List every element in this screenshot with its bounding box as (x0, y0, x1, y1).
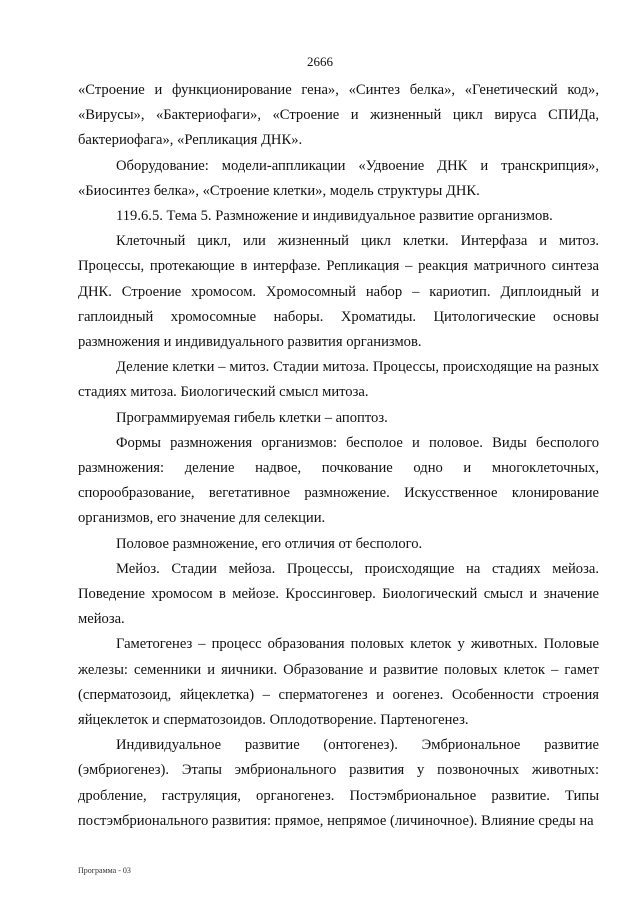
paragraph: Гаметогенез – процесс образования половых клеток у животных. Половые железы: семенники и яичники. Образование и развитие половых клеток – гамет (сперматозоид, яйцеклетка) – сперматогенез и оогенез. Особенности строения яйцеклеток и сперматозоидов. Оплодотворение. Партеногенез. (78, 636, 599, 729)
paragraph: Половое размножение, его отличия от бесполого. (116, 535, 423, 552)
page-number: 2666 (307, 54, 333, 69)
footer-program-label: Программа - 03 (78, 866, 131, 875)
paragraph: Индивидуальное развитие (онтогенез). Эмбриональное развитие (эмбриогенез). Этапы эмбрионального развития у позвоночных животных: дробление, гаструляция, органогенез. Постэмбриональное развитие. Типы постэмбрионального развития: прямое, непрямое (личиночное). Влияние среды на (78, 737, 599, 829)
paragraph: «Строение и функционирование гена», «Синтез белка», «Генетический код», «Вирусы», «Бактериофаги», «Строение и жизненный цикл вируса СПИДа, бактериофага», «Репликация ДНК». (78, 82, 599, 149)
paragraph: Клеточный цикл, или жизненный цикл клетки. Интерфаза и митоз. Процессы, протекающие в интерфазе. Репликация – реакция матричного синтеза ДНК. Строение хромосом. Хромосомный набор – кариотип. Диплоидный и гаплоидный хромосомные наборы. Хроматиды. Цитологические основы размножения и индивидуального развития организмов. (78, 233, 599, 351)
paragraph: Мейоз. Стадии мейоза. Процессы, происходящие на стадиях мейоза. Поведение хромосом в мейозе. Кроссинговер. Биологический смысл и значение мейоза. (78, 560, 599, 628)
paragraph: Деление клетки – митоз. Стадии митоза. Процессы, происходящие на разных стадиях митоза. Биологический смысл митоза. (78, 359, 599, 401)
paragraph: 119.6.5. Тема 5. Размножение и индивидуальное развитие организмов. (116, 208, 553, 225)
paragraph: Оборудование: модели-аппликации «Удвоение ДНК и транскрипция», «Биосинтез белка», «Строение клетки», модель структуры ДНК. (78, 157, 599, 199)
paragraph: Программируемая гибель клетки – апоптоз. (116, 409, 388, 426)
paragraph: Формы размножения организмов: бесполое и половое. Виды бесполого размножения: деление надвое, почкование одно и многоклеточных, спорообразование, вегетативное размножение. Искусственное клонирование организмов, его значение для селекции. (78, 434, 599, 527)
body-text (78, 78, 599, 834)
